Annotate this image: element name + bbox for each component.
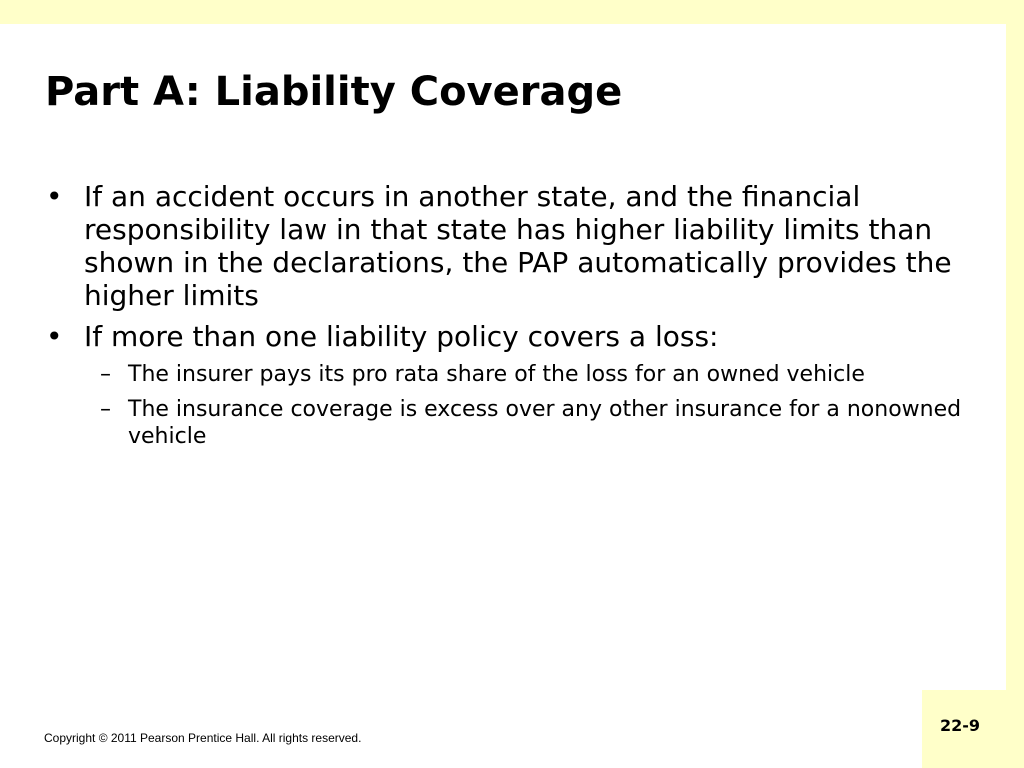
page-number: 22-9: [939, 716, 980, 735]
bullet-item: [44, 180, 964, 312]
copyright-notice: Copyright © 2011 Pearson Prentice Hall. All rights reserved.: [44, 731, 362, 745]
sub-bullet-item: [44, 396, 964, 450]
dash-icon: –: [100, 397, 111, 422]
top-decorative-band: [0, 0, 1024, 24]
bullet-text: If more than one liability policy covers a loss:: [84, 320, 719, 353]
dash-icon: –: [100, 362, 111, 387]
bullet-text: If an accident occurs in another state, and the financial responsibility law in that state has higher liability limits than shown in the declarations, the PAP automatically provides the higher limits: [84, 180, 952, 312]
right-decorative-band: [1006, 0, 1024, 768]
sub-bullet-text: The insurer pays its pro rata share of the loss for an owned vehicle: [128, 362, 865, 387]
slide-title: Part A: Liability Coverage: [45, 69, 623, 115]
bullet-item: [44, 320, 964, 353]
sub-bullet-item: [44, 361, 964, 388]
bullet-icon: •: [46, 320, 63, 353]
slide-body: [44, 180, 964, 458]
sub-bullet-text: The insurance coverage is excess over any other insurance for a nonowned vehicle: [128, 397, 962, 449]
bullet-icon: •: [46, 180, 63, 213]
